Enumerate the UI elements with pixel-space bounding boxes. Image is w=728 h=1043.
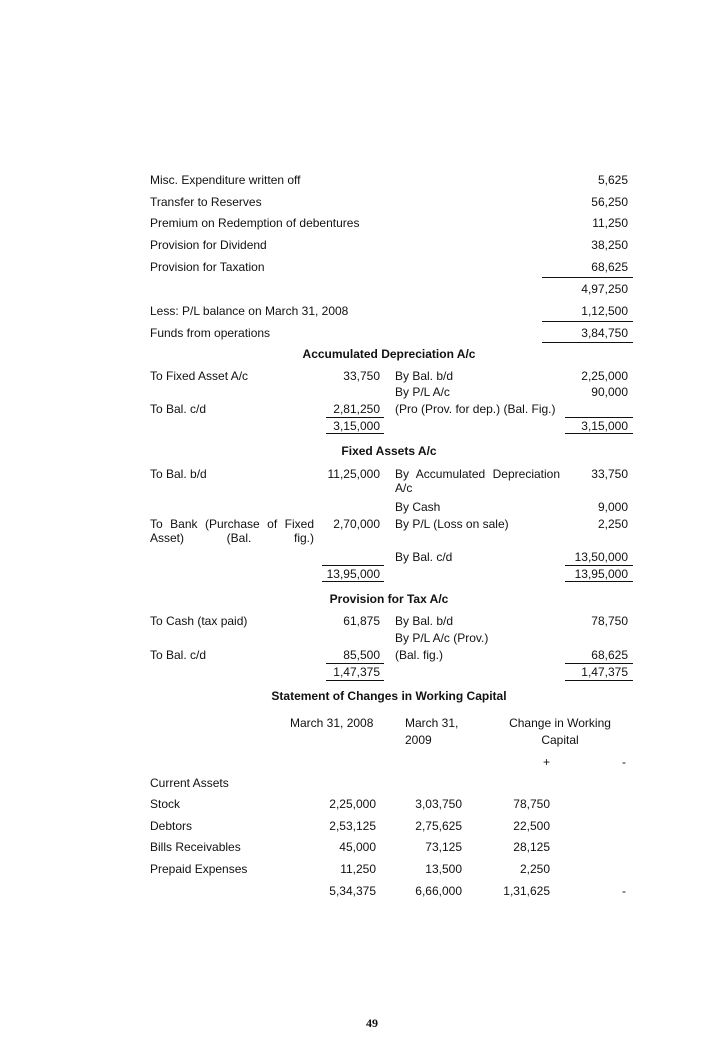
funds-row-amount: 38,250 — [591, 238, 628, 252]
account-title: Fixed Assets A/c — [341, 444, 437, 458]
underline — [542, 321, 633, 322]
funds-from-operations-label: Funds from operations — [150, 326, 271, 340]
underline — [322, 565, 384, 566]
credit-entry-amount: 78,750 — [591, 614, 628, 628]
credit-entry-amount: 2,250 — [597, 517, 628, 531]
underline — [565, 581, 633, 582]
value-2008: 2,25,000 — [329, 797, 376, 811]
increase-column-sign: + — [543, 755, 551, 769]
value-2008: 2,53,125 — [329, 819, 376, 833]
credit-entry-label: By P/L (Loss on sale) — [395, 517, 509, 531]
column-header-2009: March 31, — [405, 716, 459, 730]
value-increase: 22,500 — [513, 819, 550, 833]
credit-entry-amount: 9,000 — [597, 500, 628, 514]
credit-entry-label: By P/L A/c (Prov.) — [395, 631, 489, 645]
funds-row-amount: 68,625 — [591, 260, 628, 274]
total-decrease: - — [622, 884, 626, 898]
debit-entry-label: To Fixed Asset A/c — [150, 369, 249, 383]
total-2009: 6,66,000 — [415, 884, 462, 898]
funds-row-label: Provision for Taxation — [150, 260, 265, 274]
credit-entry-label: By Bal. b/d — [395, 369, 454, 383]
section-label: Current Assets — [150, 776, 229, 790]
underline — [565, 663, 633, 664]
funds-row-amount: 11,250 — [592, 216, 628, 230]
less-pl-balance-label: Less: P/L balance on March 31, 2008 — [150, 304, 349, 318]
page-number: 49 — [366, 1016, 378, 1030]
value-2008: 11,250 — [340, 862, 376, 876]
credit-entry-amount: 33,750 — [591, 467, 628, 481]
funds-row-label: Transfer to Reserves — [150, 195, 262, 209]
total-increase: 1,31,625 — [503, 884, 550, 898]
credit-entry-note: (Pro (Prov. for dep.) (Bal. Fig.) — [395, 402, 556, 416]
row-label: Debtors — [150, 819, 193, 833]
underline — [326, 663, 384, 664]
value-2009: 13,500 — [425, 862, 462, 876]
credit-total: 3,15,000 — [581, 419, 628, 433]
debit-total: 1,47,375 — [333, 665, 380, 679]
credit-entry-amount: 2,25,000 — [581, 369, 628, 383]
funds-from-operations-amount: 3,84,750 — [581, 326, 628, 340]
credit-entry-amount: 13,50,000 — [574, 550, 628, 564]
value-increase: 78,750 — [513, 797, 550, 811]
credit-entry-label: By P/L A/c — [395, 385, 450, 399]
debit-entry-label: To Bal. c/d — [150, 648, 207, 662]
column-header-2009-year: 2009 — [405, 733, 432, 747]
column-header-change: Change in Working — [509, 716, 611, 730]
decrease-column-sign: - — [622, 755, 626, 769]
row-label: Prepaid Expenses — [150, 862, 248, 876]
value-2009: 2,75,625 — [415, 819, 462, 833]
credit-entry-label: By Bal. b/d — [395, 614, 454, 628]
statement-title: Statement of Changes in Working Capital — [271, 689, 507, 703]
credit-entry-amount: 90,000 — [591, 385, 628, 399]
column-header-2008: March 31, 2008 — [290, 716, 374, 730]
underline — [322, 581, 384, 582]
value-increase: 28,125 — [513, 840, 550, 854]
account-title: Accumulated Depreciation A/c — [302, 347, 476, 361]
column-header-change-capital: Capital — [541, 733, 579, 747]
funds-row-amount: 56,250 — [591, 195, 628, 209]
value-increase: 2,250 — [519, 862, 550, 876]
funds-row-amount: 5,625 — [597, 173, 628, 187]
debit-entry-label: To Bank (Purchase of Fixed Asset) (Bal. fig.) — [150, 517, 314, 545]
account-title: Provision for Tax A/c — [329, 592, 449, 606]
debit-total: 13,95,000 — [326, 567, 380, 581]
row-label: Bills Receivables — [150, 840, 241, 854]
debit-entry-amount: 11,25,000 — [327, 467, 380, 481]
debit-entry-amount: 2,81,250 — [333, 402, 380, 416]
debit-entry-amount: 33,750 — [343, 369, 380, 383]
credit-total: 1,47,375 — [581, 665, 628, 679]
value-2009: 3,03,750 — [415, 797, 462, 811]
debit-entry-label: To Bal. b/d — [150, 467, 207, 481]
underline — [565, 417, 633, 418]
debit-entry-amount: 61,875 — [343, 614, 380, 628]
credit-entry-label: By Cash — [395, 500, 441, 514]
row-label: Stock — [150, 797, 181, 811]
credit-entry-label: (Bal. fig.) — [395, 648, 444, 662]
debit-entry-amount: 2,70,000 — [333, 517, 380, 531]
underline — [565, 565, 633, 566]
funds-row-label: Premium on Redemption of debentures — [150, 216, 360, 230]
debit-entry-amount: 85,500 — [343, 648, 380, 662]
debit-total: 3,15,000 — [333, 419, 380, 433]
credit-entry-label: By Bal. c/d — [395, 550, 453, 564]
less-pl-balance-amount: 1,12,500 — [581, 304, 628, 318]
debit-entry-label: To Cash (tax paid) — [150, 614, 248, 628]
credit-total: 13,95,000 — [574, 567, 628, 581]
funds-row-label: Misc. Expenditure written off — [150, 173, 301, 187]
underline — [565, 433, 633, 434]
value-2008: 45,000 — [339, 840, 376, 854]
underline — [565, 680, 633, 681]
underline — [542, 277, 633, 278]
underline — [326, 680, 384, 681]
debit-entry-label: To Bal. c/d — [150, 402, 207, 416]
underline — [326, 417, 384, 418]
credit-entry-amount: 68,625 — [591, 648, 628, 662]
total-2008: 5,34,375 — [329, 884, 376, 898]
value-2009: 73,125 — [425, 840, 462, 854]
funds-subtotal: 4,97,250 — [581, 282, 628, 296]
underline — [542, 342, 633, 343]
funds-row-label: Provision for Dividend — [150, 238, 267, 252]
underline — [326, 433, 384, 434]
credit-entry-label: By Accumulated Depreciation A/c — [395, 467, 560, 495]
